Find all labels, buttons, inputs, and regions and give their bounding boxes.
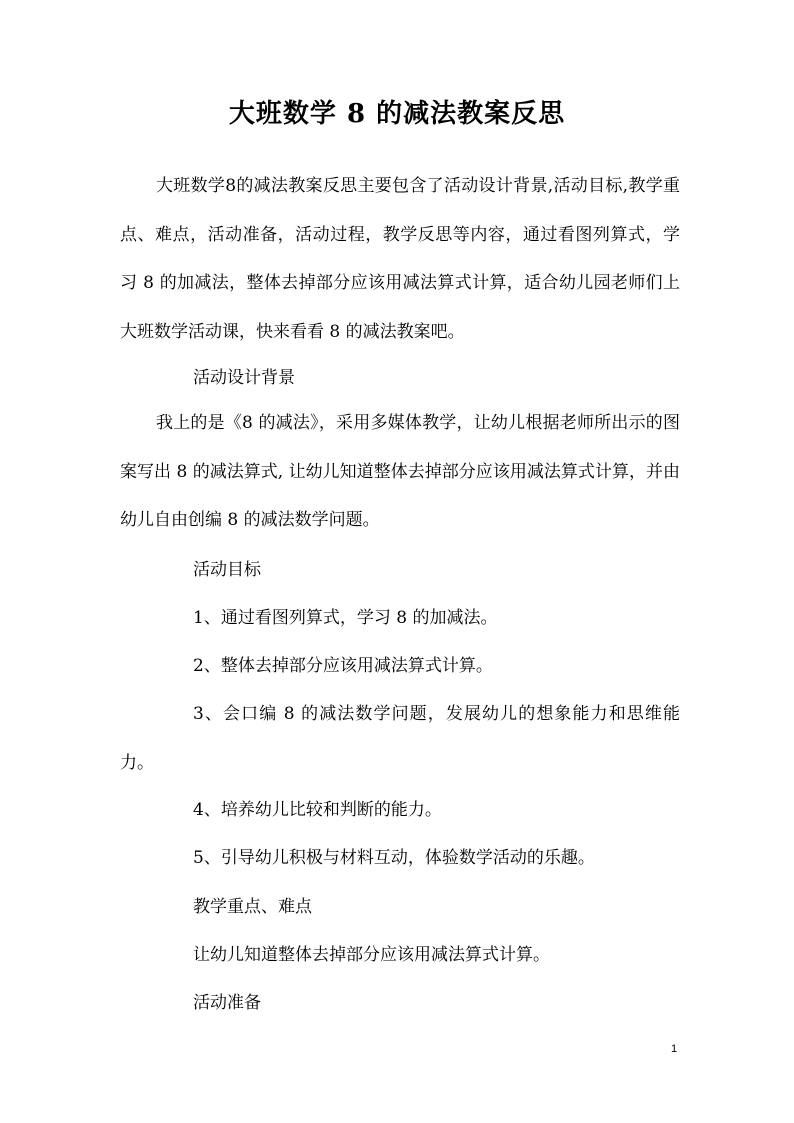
heading-activity-background: 活动设计背景 bbox=[193, 368, 295, 388]
document-title: 大班数学 8 的减法教案反思 bbox=[228, 99, 566, 129]
goal-item: 5、引导幼儿积极与材料互动，体验数学活动的乐趣。 bbox=[193, 848, 595, 868]
goal-item: 4、培养幼儿比较和判断的能力。 bbox=[193, 800, 442, 820]
heading-activity-goals: 活动目标 bbox=[193, 560, 261, 580]
page-number: 1 bbox=[670, 1043, 678, 1055]
heading-activity-preparation: 活动准备 bbox=[193, 993, 261, 1013]
goal-item: 3、会口编 8 的减法数学问题，发展幼儿的想象能力和思维能力。 bbox=[120, 704, 680, 773]
goal-item: 2、整体去掉部分应该用减法算式计算。 bbox=[193, 656, 493, 676]
key-points-paragraph: 让幼儿知道整体去掉部分应该用减法算式计算。 bbox=[193, 945, 550, 965]
goal-item: 1、通过看图列算式，学习 8 的加减法。 bbox=[193, 608, 498, 628]
background-paragraph: 我上的是《8 的减法》，采用多媒体教学，让幼儿根据老师所出示的图案写出 8 的减法算式, 让幼儿知道整体去掉部分应该用减法算式计算，并由幼儿自由创编 8 的减法数学问题。 bbox=[120, 413, 680, 530]
heading-key-points: 教学重点、难点 bbox=[193, 897, 312, 917]
intro-paragraph: 大班数学8的减法教案反思主要包含了活动设计背景,活动目标,教学重点、难点，活动准备，活动过程，教学反思等内容，通过看图列算式，学习 8 的加减法，整体去掉部分应该用减法算式计算，适合幼儿园老师们上大班数学活动课，快来看看 8 的减法教案吧。 bbox=[120, 176, 680, 342]
